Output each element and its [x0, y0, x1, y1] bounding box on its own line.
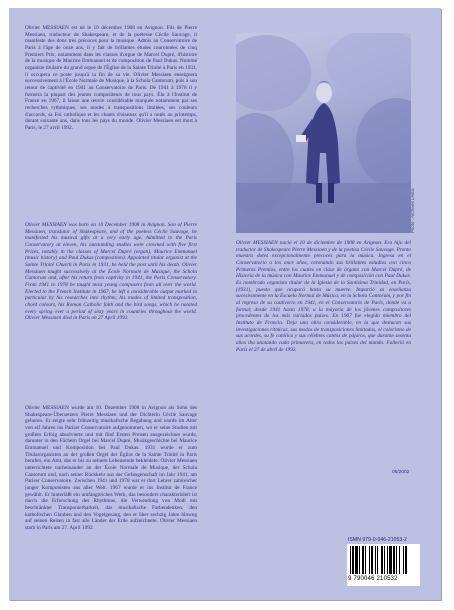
- composer-photo: [236, 33, 411, 233]
- biography-german: Olivier MESSIAEN wurde am 10. Dezember 1908 in Avignon als Sohn des Shakespeare-Übersetzers Pierre Messiaen und der Dichterin Cécile Sauvage geboren. Er zeigte sehr frühzeitig musikalische Begabung und wurde im Alter von elf Jahren ins Pariser Conservatoire aufgenommen, wo er seine Studien mit großem Erfolg absolvierte und mit fünf Ersten Preisen ausgezeichnet wurde, darunter in den Fächern Orgel bei Marcel Dupré, Musikgeschichte bei Maurice Emmanuel und Komposition bei Paul Dukas. 1931 wurde er zum Titularorganisten an der großen Orgel der Église de la Sainte Trinité in Paris berufen, ein Amt, das er bis zu seinem Lebensende bekleidete. Olivier Messiaen unterrichtete nacheinander an der École Normale de Musique, der Schola Cantorum und, nach seiner Rückkehr aus der Gefangenschaft im Jahr 1941, am Pariser Conservatoire. Zwischen 1941 und 1978 war er dort Lehrer zahlreicher junger Komponisten aus aller Welt. 1967 wurde er ins Institut de France gewählt. Er hinterläßt ein umfangreiches Werk, das besonders charakterisiert ist durch die Erforschung des Rhythmus, die Verwendung von Modi mit beschränkter Transponierbarkeit, das musikalische Farbendenken, den katholischen Glauben und den Vogelgesang, den er über sechzig Jahre hinweg auf seinen Reisen in fast alle Länder der Erde aufzeichnete. Olivier Messiaen starb in Paris am 27. April 1992.: [25, 405, 197, 531]
- biography-french: Olivier MESSIAEN est né le 10 décembre 1908 en Avignon. Fils de Pierre Messiaen, traducteur de Shakespeare, et de la poétesse Cécile Sauvage, il manifeste des dons très précoces pour la musique. Admis au Conservatoire de Paris à l'âge de onze ans, il y fait de brillantes études couronnées de cinq Premiers Prix, notamment dans les classes d'orgue de Marcel Dupré, d'histoire de la musique de Maurice Emmanuel et de composition de Paul Dukas. Nommé organiste titulaire du grand orgue de l'Église de la Sainte Trinité à Paris en 1931, il occupera ce poste jusqu'à la fin de sa vie. Olivier Messiaen enseignera successivement à l'École Normale de Musique, à la Schola Cantorum, puis à son retour de captivité en 1941 au Conservatoire de Paris. De 1941 à 1978 il y formera la plupart des jeunes compositeurs de tous pays. Élu à l'Institut de France en 1967, il laisse une œuvre considérable marquée notamment par ses recherches rythmiques, ses modes à transpositions limitées, ses couleurs d'accords, sa Foi catholique et les chants d'oiseaux qu'il a notés au printemps, durant soixante ans, dans tous les pays du monde. Olivier Messiaen est mort à Paris, le 27 avril 1992.: [25, 25, 197, 131]
- barcode-number: 9 790046 210532: [348, 576, 398, 582]
- isbn-number: ISMN 979-0-046-21053-2: [348, 537, 407, 543]
- biography-spanish: Olivier MESSIAEN nació el 10 de diciembre de 1908 en Avignon. Era hijo del traductor de Shakespeare Pierre Messiaen y de la poetisa Cécile Sauvage. Pronto muestra dotes excepcionalmente precoces para la música. Ingresa en el Conservatorio a los once años, coronando sus brillantes estudios con cinco Primeros Premios, entre los cuales en clase de órgano con Marcel Dupré, de Historia de la música con Maurice Emmanuel y de composición con Paul Dukas. Es nombrado organista titular de la Iglesia de la Santísima Trinidad, en París, (1931), puesto que ocupará hasta su muerte. Impartió su enseñanza sucesivamente en la Escuela Normal de Música, en la Schola Cantorum, y por fin al regreso de su cautiverio en 1941, en el Conservatorio de París, donde va a formar, desde 1941 hasta 1978, a la mayoría de los jóvenes compositores procedentes de los más variados países. En 1967 fue elegido miembro del Instituto de Francia. Deja una obra considerable, en la que destacan sus investigaciones rítmicas, sus modos de transposiciones limitadas, el colorismo de sus acordes, su fe católica y sus célebres cantos de pájaros, que durante sesenta años iba anotando cada primavera, en todos los países del mundo. Falleció en París el 27 de abril de 1992.: [236, 240, 411, 353]
- barcode: [347, 544, 420, 586]
- catalog-reference: 05/2002: [392, 470, 410, 475]
- photo-credit: Photo : Archives Leduc: [410, 188, 415, 233]
- barcode-bars: [350, 546, 417, 576]
- biography-english: Olivier MESSIAEN was born on 10 December 1908 in Avignon. Son of Pierre Messiaen, translator of Shakespeare, and of the poetess Cécile Sauvage, he manifested his musical gifts at a very early age. Admitted to the Paris Conservatory at eleven, his outstanding studies were crowned with five first Prizes, notably in the classes of Marcel Dupré (organ), Maurice Emmanuel (music history) and Paul Dukas (composition). Appointed titular organist at the Sainte Trinité Church in Paris in 1931, he held the post until his death. Olivier Messiaen taught successively at the École Normale de Musique, the Schola Cantorum and, after his return from captivity in 1941, the Paris Conservatory. From 1941 to 1978 he taught most young composers from all over the world. Elected to the French Institute in 1967, he left a considerable output marked in particular by his researches into rhythm, his modes of limited transposition, chord colours, his Roman Catholic faith and the bird songs, which he notated every spring over a period of sixty years in countries throughout the world. Olivier Messiaen died in Paris on 27 April 1992.: [25, 222, 197, 322]
